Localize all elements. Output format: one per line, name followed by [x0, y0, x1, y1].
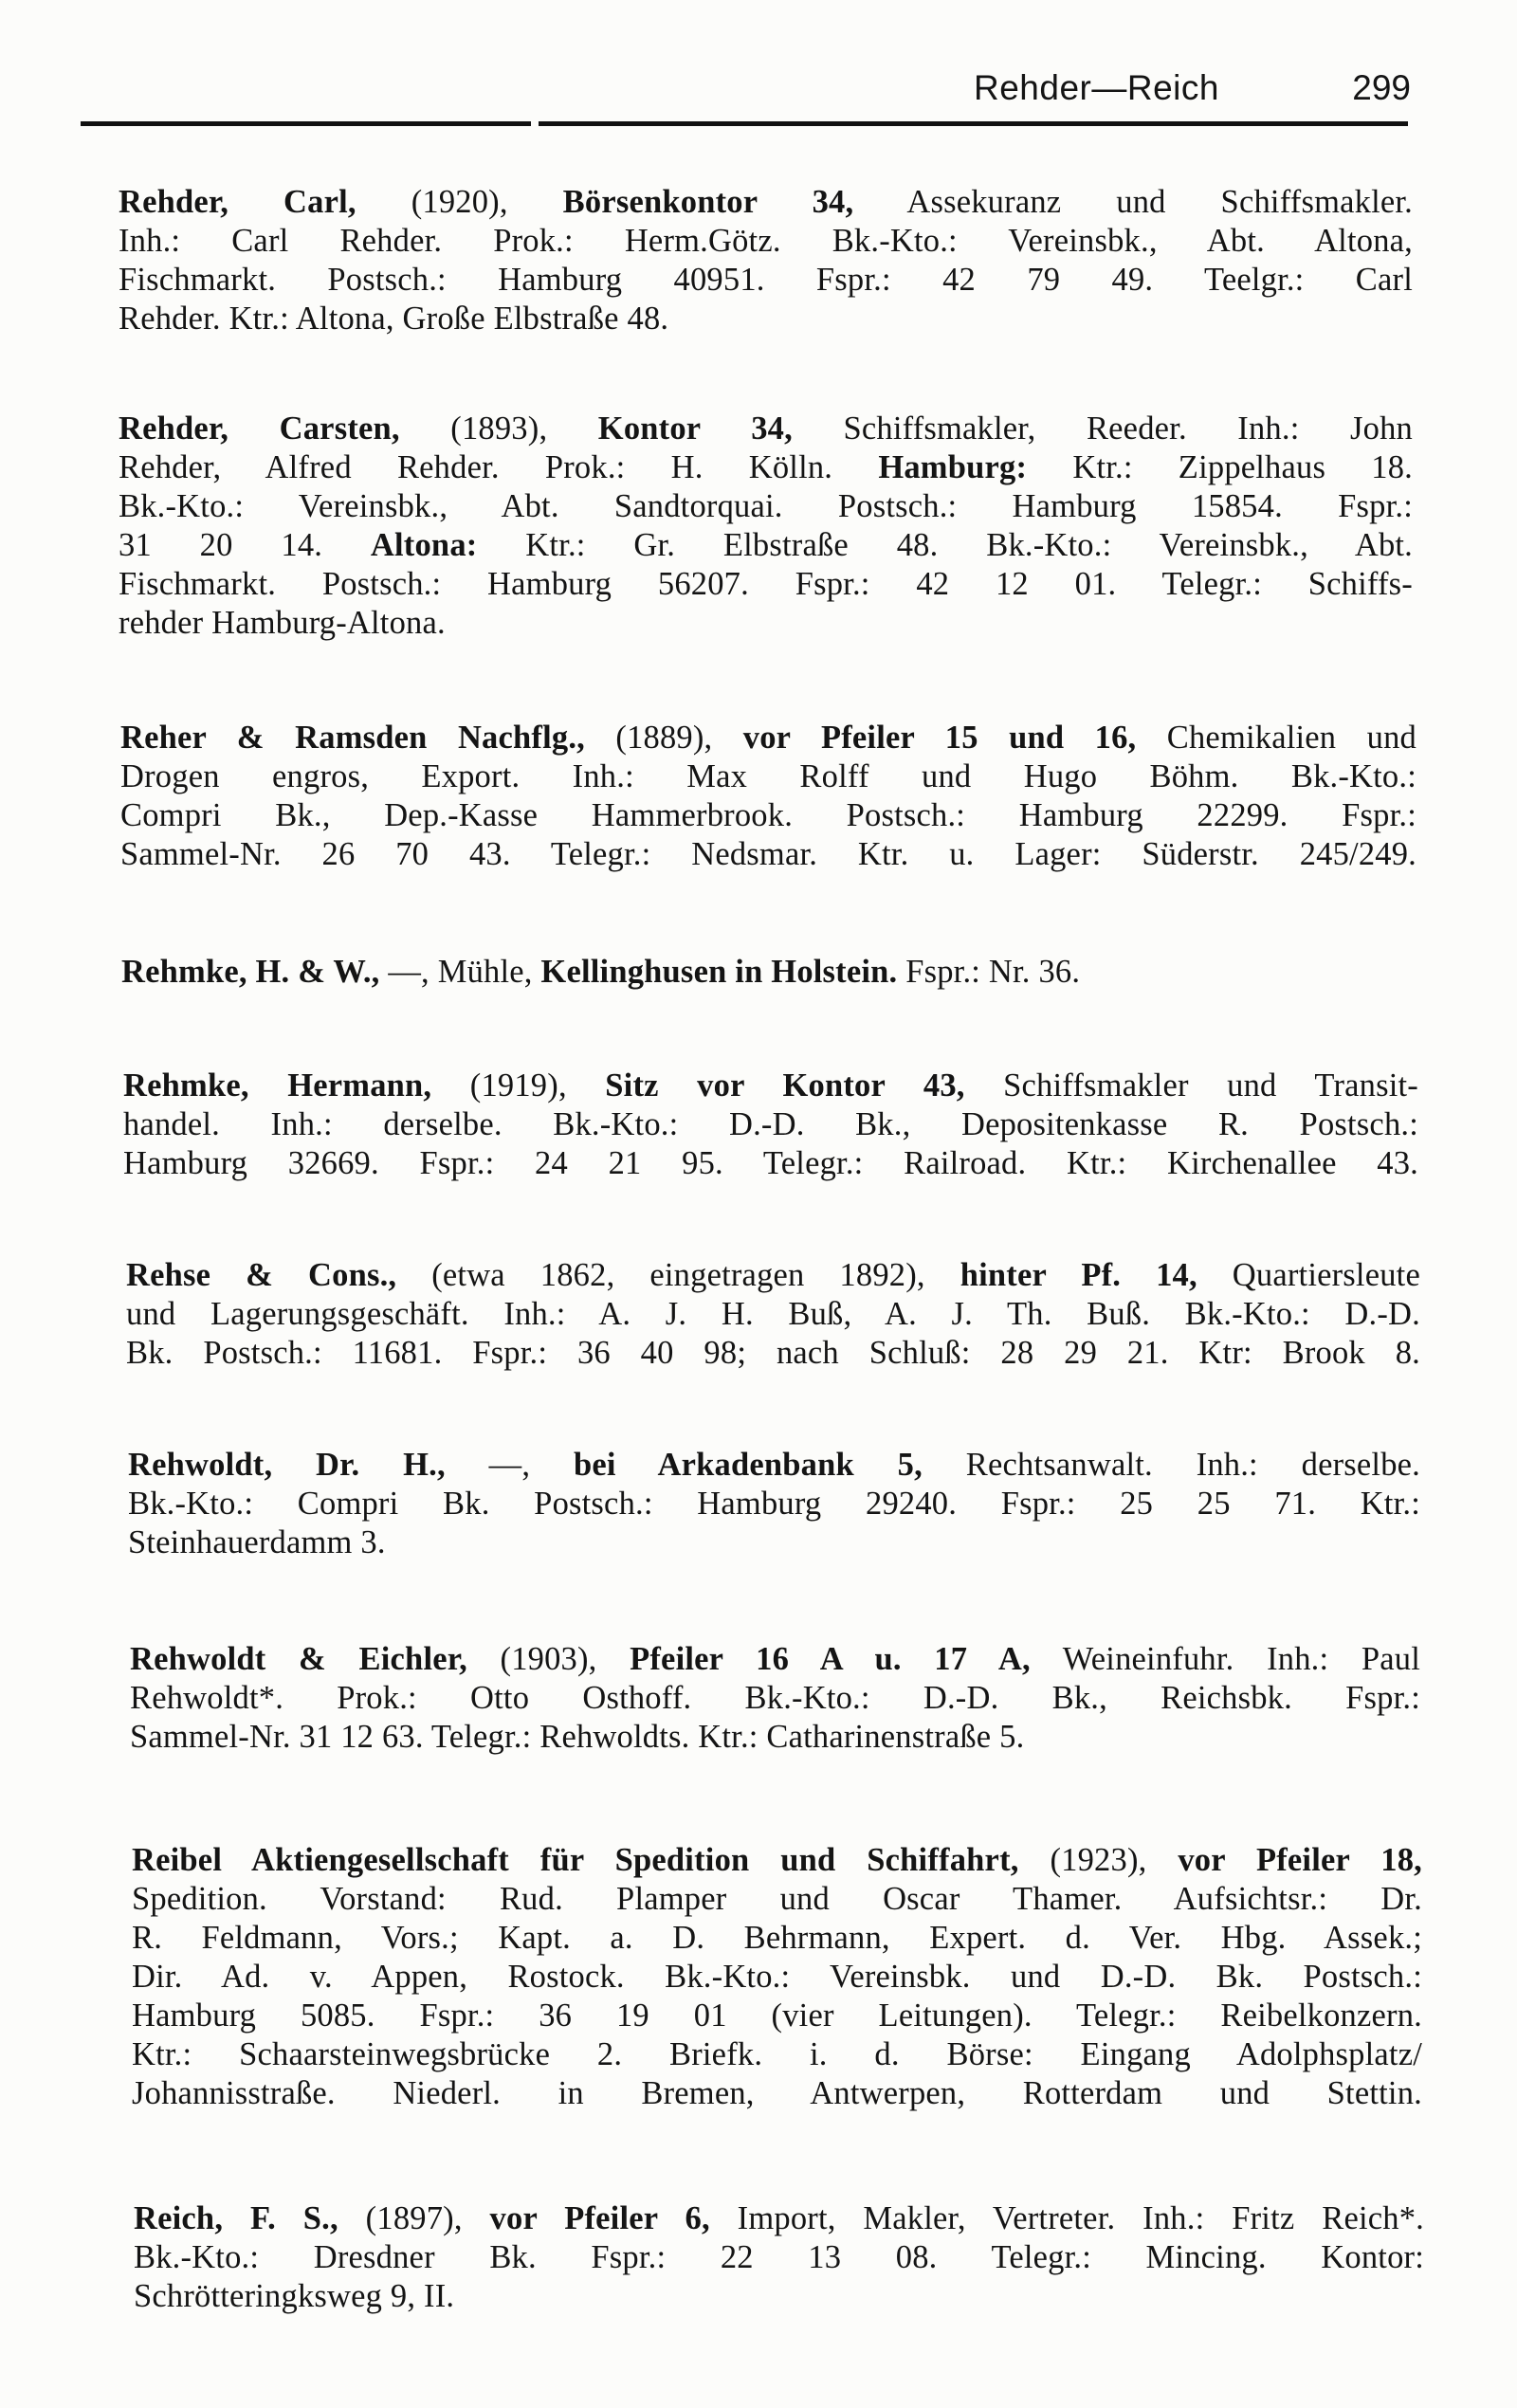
entry-line: Hamburg 5085. Fspr.: 36 19 01 (vier Leitungen). Telegr.: Reibelkonzern. [132, 1998, 1422, 2034]
entry-line: Fischmarkt. Postsch.: Hamburg 56207. Fspr.: 42 12 01. Telegr.: Schiffs- [119, 566, 1413, 602]
entry-line: Rehder, Carsten, (1893), Kontor 34, Schiffsmakler, Reeder. Inh.: John [119, 410, 1413, 447]
city-label: Hamburg: [878, 449, 1028, 485]
entry-rehmke-h-w [121, 953, 1416, 992]
page-header [0, 68, 1517, 125]
page-number: 299 [1352, 68, 1411, 107]
entry-rehwoldt-eichler [130, 1640, 1420, 1757]
header-rule-right [539, 121, 1408, 126]
entry-line: Rehmke, Hermann, (1919), Sitz vor Kontor 43, Schiffsmakler und Transit- [123, 1067, 1418, 1104]
entry-name: Rehwoldt, Dr. H., [128, 1447, 446, 1483]
entry-rehder-carsten [119, 410, 1413, 643]
entry-line: Rehwoldt*. Prok.: Otto Osthoff. Bk.-Kto.: D.-D. Bk., Reichsbk. Fspr.: [130, 1680, 1420, 1716]
entry-location: Sitz vor Kontor 43, [605, 1067, 965, 1104]
entry-name: Rehder, Carsten, [119, 410, 400, 447]
entry-name: Rehse & Cons., [126, 1257, 397, 1293]
entry-location: vor Pfeiler 15 und 16, [742, 720, 1137, 756]
entry-name: Rehwoldt & Eichler, [130, 1641, 467, 1677]
entry-line: Drogen engros, Export. Inh.: Max Rolff und Hugo Böhm. Bk.-Kto.: [120, 758, 1416, 794]
entry-line: Bk. Postsch.: 11681. Fspr.: 36 40 98; nach Schluß: 28 29 21. Ktr: Brook 8. [126, 1335, 1420, 1371]
entry-line: 31 20 14. Altona: Ktr.: Gr. Elbstraße 48. Bk.-Kto.: Vereinsbk., Abt. [119, 527, 1413, 563]
entry-line: Dir. Ad. v. Appen, Rostock. Bk.-Kto.: Vereinsbk. und D.-D. Bk. Postsch.: [132, 1959, 1422, 1995]
entry-line: Schrötteringksweg 9, II. [134, 2278, 455, 2314]
entry-line: Bk.-Kto.: Compri Bk. Postsch.: Hamburg 29240. Fspr.: 25 25 71. Ktr.: [128, 1486, 1420, 1522]
entry-name: Rehmke, Hermann, [123, 1067, 432, 1104]
entry-location: bei Arkadenbank 5, [573, 1447, 923, 1483]
entry-line: Bk.-Kto.: Vereinsbk., Abt. Sandtorquai. Postsch.: Hamburg 15854. Fspr.: [119, 488, 1413, 524]
entry-line: Spedition. Vorstand: Rud. Plamper und Oscar Thamer. Aufsichtsr.: Dr. [132, 1881, 1422, 1917]
entry-line: Reich, F. S., (1897), vor Pfeiler 6, Import, Makler, Vertreter. Inh.: Fritz Reich*. [134, 2200, 1424, 2236]
entry-location: Pfeiler 16 A u. 17 A, [630, 1641, 1031, 1677]
entry-name: Reibel Aktiengesellschaft für Spedition und Schiffahrt, [132, 1842, 1019, 1878]
entry-line: Sammel-Nr. 31 12 63. Telegr.: Rehwoldts. Ktr.: Catharinenstraße 5. [130, 1719, 1025, 1755]
entry-line: Rehmke, H. & W., —, Mühle, Kellinghusen in Holstein. Fspr.: Nr. 36. [121, 954, 1081, 990]
city-label: Altona: [370, 527, 478, 563]
entry-line: Reher & Ramsden Nachflg., (1889), vor Pfeiler 15 und 16, Chemikalien und [120, 720, 1416, 756]
entry-location: vor Pfeiler 18, [1178, 1842, 1422, 1878]
entry-reibel-ag [132, 1841, 1422, 2113]
entry-line: Inh.: Carl Rehder. Prok.: Herm.Götz. Bk.-Kto.: Vereinsbk., Abt. Altona, [119, 223, 1413, 259]
entry-line: Reibel Aktiengesellschaft für Spedition und Schiffahrt, (1923), vor Pfeiler 18, [132, 1842, 1422, 1878]
running-head: Rehder—Reich [974, 68, 1219, 107]
entry-line: Fischmarkt. Postsch.: Hamburg 40951. Fspr.: 42 79 49. Teelgr.: Carl [119, 262, 1413, 298]
entry-line: Steinhauerdamm 3. [128, 1524, 386, 1560]
entry-name: Reher & Ramsden Nachflg., [120, 720, 585, 756]
entry-rehse-cons [126, 1256, 1420, 1373]
entry-name: Rehder, Carl, [119, 184, 356, 220]
entry-location: Kontor 34, [597, 410, 793, 447]
entry-line: handel. Inh.: derselbe. Bk.-Kto.: D.-D. Bk., Depositenkasse R. Postsch.: [123, 1106, 1418, 1142]
entry-rehder-carl [119, 183, 1413, 338]
entry-name: Reich, F. S., [134, 2200, 338, 2236]
entry-location: hinter Pf. 14, [960, 1257, 1197, 1293]
entry-rehwoldt-dr [128, 1446, 1420, 1562]
entry-line: Rehse & Cons., (etwa 1862, eingetragen 1892), hinter Pf. 14, Quartiersleute [126, 1257, 1420, 1293]
entry-line: Hamburg 32669. Fspr.: 24 21 95. Telegr.: Railroad. Ktr.: Kirchenallee 43. [123, 1145, 1418, 1181]
entry-line: Rehder. Ktr.: Altona, Große Elbstraße 48. [119, 301, 669, 337]
entry-line: Rehwoldt & Eichler, (1903), Pfeiler 16 A u. 17 A, Weineinfuhr. Inh.: Paul [130, 1641, 1420, 1677]
entry-rehmke-hermann [123, 1067, 1418, 1183]
entry-line: R. Feldmann, Vors.; Kapt. a. D. Behrmann, Expert. d. Ver. Hbg. Assek.; [132, 1920, 1422, 1956]
entry-line: Ktr.: Schaarsteinwegsbrücke 2. Briefk. i. d. Börse: Eingang Adolphsplatz/ [132, 2036, 1422, 2072]
entry-location: Kellinghusen in Holstein. [540, 954, 898, 990]
entry-line: Bk.-Kto.: Dresdner Bk. Fspr.: 22 13 08. Telegr.: Mincing. Kontor: [134, 2239, 1424, 2275]
entry-line: Compri Bk., Dep.-Kasse Hammerbrook. Postsch.: Hamburg 22299. Fspr.: [120, 797, 1416, 833]
entry-location: Börsenkontor 34, [562, 184, 854, 220]
entry-location: vor Pfeiler 6, [489, 2200, 710, 2236]
entry-line: Rehder, Alfred Rehder. Prok.: H. Kölln. Hamburg: Ktr.: Zippelhaus 18. [119, 449, 1413, 485]
entry-line: Rehwoldt, Dr. H., —, bei Arkadenbank 5, Rechtsanwalt. Inh.: derselbe. [128, 1447, 1420, 1483]
entry-line: Sammel-Nr. 26 70 43. Telegr.: Nedsmar. Ktr. u. Lager: Süderstr. 245/249. [120, 836, 1416, 872]
entry-line: Johannisstraße. Niederl. in Bremen, Antwerpen, Rotterdam und Stettin. [132, 2075, 1422, 2111]
entry-line: Rehder, Carl, (1920), Börsenkontor 34, Assekuranz und Schiffsmakler. [119, 184, 1413, 220]
entry-line: rehder Hamburg-Altona. [119, 605, 446, 641]
entry-name: Rehmke, H. & W., [121, 954, 380, 990]
header-rule-left [81, 121, 531, 126]
entry-reich-fs [134, 2199, 1424, 2316]
entry-line: und Lagerungsgeschäft. Inh.: A. J. H. Buß, A. J. Th. Buß. Bk.-Kto.: D.-D. [126, 1296, 1420, 1332]
entry-reher-ramsden [120, 719, 1416, 874]
